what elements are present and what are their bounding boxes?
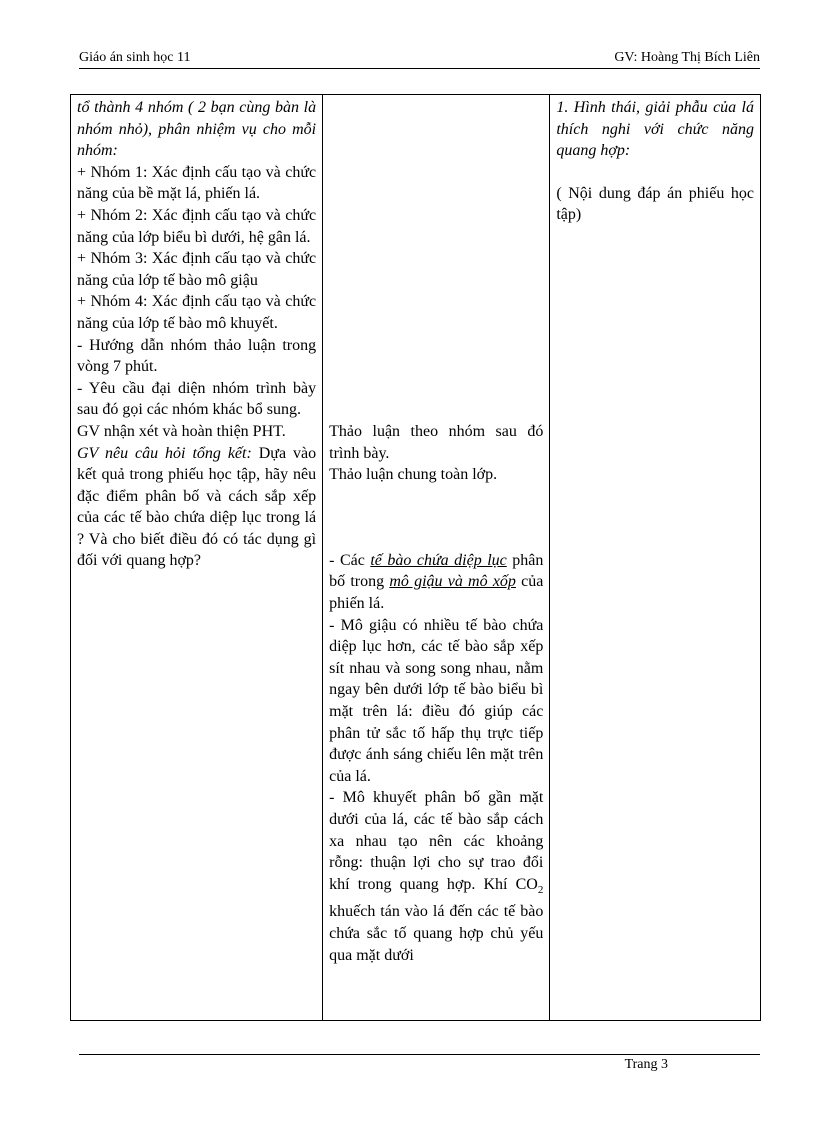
answer-3-suffix: khuếch tán vào lá đến các tế bào chứa sắc tố quang hợp chủ yếu qua mặt dưới (329, 903, 544, 964)
lesson-table (70, 94, 761, 1021)
answer-1-term-cells: tế bào chứa diệp lục (370, 551, 507, 569)
answer-1-middle: phân bố trong (329, 551, 544, 591)
discussion-step-1: Thảo luận theo nhóm sau đó trình bày. (329, 423, 544, 462)
group-2-task: + Nhóm 2: Xác định cấu tạo và chức năng của lớp biểu bì dưới, hệ gân lá. (77, 206, 317, 246)
answer-chlorophyll-distribution (329, 550, 543, 615)
section-heading: 1. Hình thái, giải phẫu của lá thích nghi với chức năng quang hợp: (556, 99, 754, 160)
co2-subscript: 2 (537, 883, 544, 896)
discussion-guide: - Hướng dẫn nhóm thảo luận trong vòng 7 phút. (77, 336, 317, 376)
blank-space (329, 97, 543, 421)
blank-space-2 (329, 486, 543, 550)
summary-question (77, 443, 316, 573)
answer-palisade: - Mô giậu có nhiều tế bào chứa diệp lục hơn, các tế bào sắp xếp sít nhau và song song nhau, nằm ngay bên dưới lớp tế bào biểu bì mặt trên lá: điều đó giúp các phân tử sắc tố hấp thụ trực tiếp được ánh sáng chiếu lên mặt trên của lá. (329, 616, 544, 785)
group-3-task: + Nhóm 3: Xác định cấu tạo và chức năng của lớp tế bào mô giậu (77, 250, 317, 289)
footer-divider (79, 1054, 760, 1055)
answer-1-term-tissues: mô giậu và mô xốp (389, 573, 516, 591)
teacher-review: GV nhận xét và hoàn thiện PHT. (77, 422, 286, 440)
summary-question-body: Dựa vào kết quả trong phiếu học tập, hãy nêu đặc điểm phân bố và cách sắp xếp của các tế bào chứa diệp lục trong lá ? Và cho biết điều đó có tác dụng gì đối với quang hợp? (77, 444, 317, 570)
header-teacher-name: GV: Hoàng Thị Bích Liên (614, 50, 760, 65)
group-4-task: + Nhóm 4: Xác định cấu tạo và chức năng của lớp tế bào mô khuyết. (77, 293, 317, 332)
answer-1-prefix: - Các (329, 551, 371, 569)
answer-3-prefix: - Mô khuyết phân bố gần mặt dưới của lá, các tế bào sắp cách xa nhau tạo nên các khoảng rỗng: thuận lợi cho sự trao đổi khí trong quang hợp. Khí CO (329, 789, 544, 893)
answer-1-suffix: của phiến lá. (329, 573, 544, 612)
group-intro: tổ thành 4 nhóm ( 2 bạn cùng bàn là nhóm nhỏ), phân nhiệm vụ cho mỗi nhóm: (77, 99, 317, 160)
discussion-step-2: Thảo luận chung toàn lớp. (329, 466, 498, 484)
answer-key-note: ( Nội dung đáp án phiếu học tập) (556, 184, 754, 224)
content-cell (550, 95, 761, 1021)
page-number: Trang 3 (624, 1057, 668, 1072)
presentation-request: - Yêu cầu đại diện nhóm trình bày sau đó gọi các nhóm khác bổ sung. (77, 379, 317, 419)
answer-spongy (329, 787, 543, 966)
teacher-activity-cell (71, 95, 323, 1021)
table-row (71, 95, 761, 1021)
header-divider (79, 68, 760, 69)
student-activity-cell (323, 95, 550, 1021)
header-left-title: Giáo án sinh học 11 (79, 50, 191, 65)
summary-question-lead: GV nêu câu hỏi tổng kết: (77, 444, 252, 462)
group-1-task: + Nhóm 1: Xác định cấu tạo và chức năng của bề mặt lá, phiến lá. (77, 163, 317, 203)
heading-gap (556, 162, 754, 183)
